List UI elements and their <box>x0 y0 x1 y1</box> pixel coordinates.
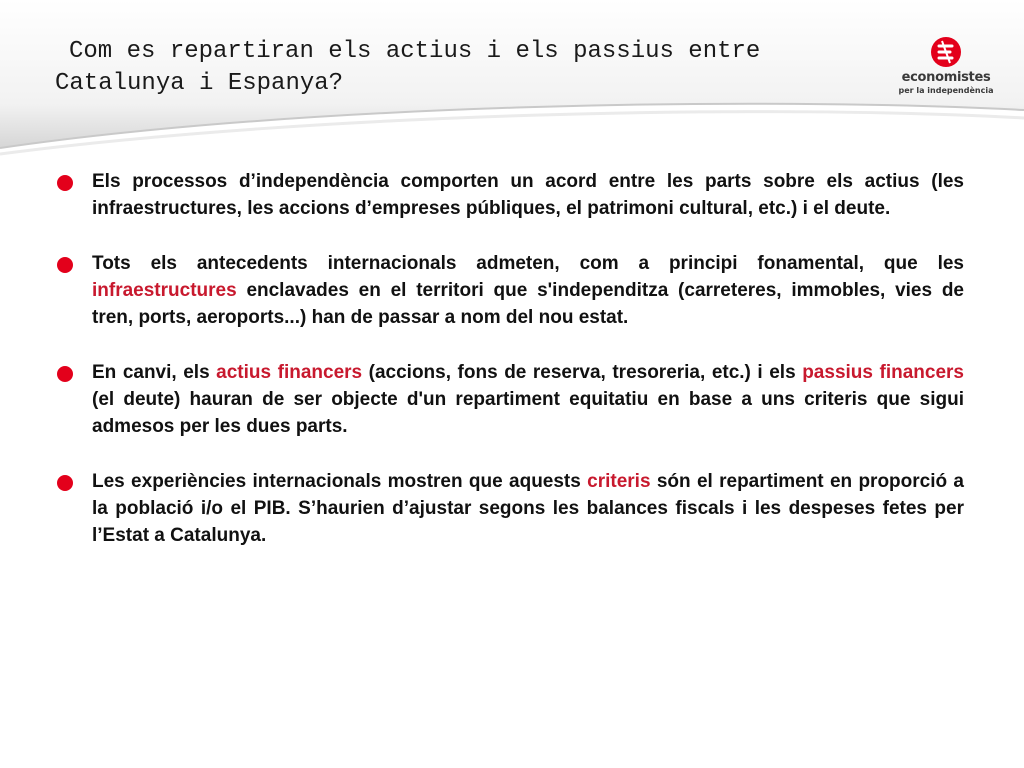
logo-mark-icon <box>930 36 962 68</box>
bullet-dot-icon <box>57 475 73 491</box>
title-line-1: Com es repartiran els actius i els passius entre <box>69 38 761 65</box>
logo-name: economistes <box>901 70 991 85</box>
highlight-term: criteris <box>587 471 651 492</box>
bullet-list <box>54 168 964 577</box>
bullet-text: En canvi, els actius financers (accions, fons de reserva, tresoreria, etc.) i els passius financers (el deute) hauran de ser objecte d'un repartiment equitatiu en base a uns criteris que sigui admesos per les dues parts. <box>92 362 964 437</box>
bullet-dot-icon <box>57 175 73 191</box>
bullet-text: Els processos d’independència comporten un acord entre les parts sobre els actius (les infraestructures, les accions d’empreses públiques, el patrimoni cultural, etc.) i el deute. <box>92 171 964 219</box>
logo-subtitle: per la independència <box>898 86 994 95</box>
highlight-term: passius financers <box>802 362 964 383</box>
bullet-item <box>54 359 964 440</box>
page-title <box>55 36 895 100</box>
bullet-item <box>54 168 964 222</box>
bullet-dot-icon <box>57 366 73 382</box>
highlight-term: actius financers <box>216 362 363 383</box>
bullet-item <box>54 468 964 549</box>
title-line-2: Catalunya i Espanya? <box>55 70 344 97</box>
bullet-text: Tots els antecedents internacionals admeten, com a principi fonamental, que les infraestructures enclavades en el territori que s'independitza (carreteres, immobles, vies de tren, ports, aeroports...) han de passar a nom del nou estat. <box>92 253 964 328</box>
bullet-text: Les experiències internacionals mostren que aquests criteris són el repartiment en proporció a la població i/o el PIB. S’haurien d’ajustar segons les balances fiscals i les despeses fetes per l’Estat a Catalunya. <box>92 471 964 546</box>
bullet-item <box>54 250 964 331</box>
logo <box>896 36 996 100</box>
bullet-dot-icon <box>57 257 73 273</box>
highlight-term: infraestructures <box>92 280 237 301</box>
